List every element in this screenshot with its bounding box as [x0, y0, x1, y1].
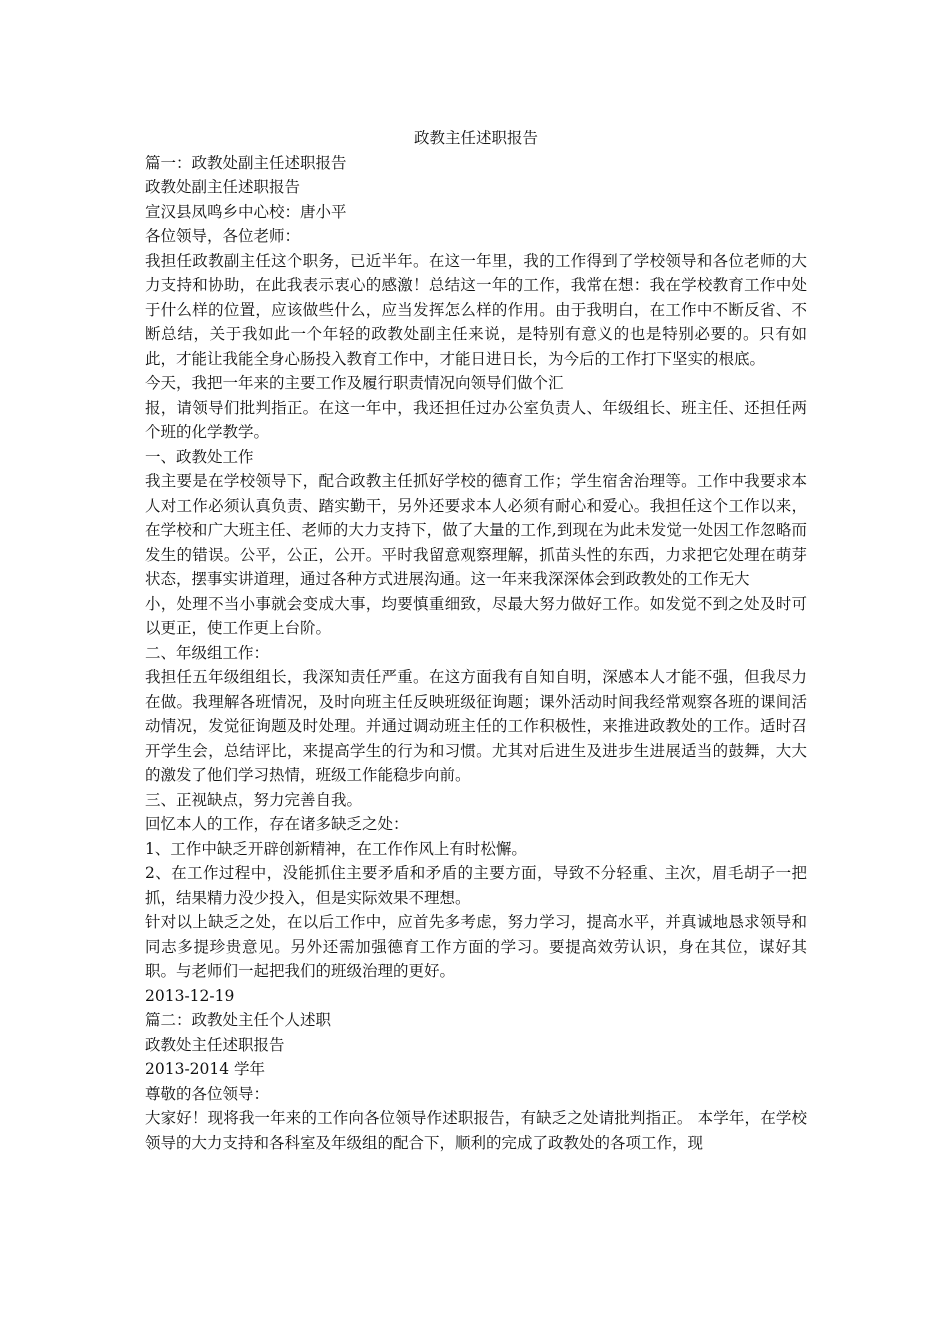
review-line: 回忆本人的工作，存在诸多缺乏之处：: [145, 815, 409, 833]
report-subtitle: 政教处副主任述职报告: [145, 178, 301, 196]
document-body: [145, 126, 807, 1155]
political-work-continued: 小，处理不当小事就会变成大事，均要慎重细致，尽最大努力做好工作。如发觉不到之处及时可以更正，使工作更上台阶。: [145, 594, 807, 637]
heading-grade-group: 二、年级组工作：: [145, 643, 270, 662]
report-two-subtitle: 政教处主任述职报告: [145, 1035, 285, 1054]
shortcoming-item-1: 1、工作中缺乏开辟创新精神，在工作作风上有时松懈。: [145, 839, 527, 858]
salutation-two: 尊敬的各位领导：: [145, 1084, 270, 1103]
intro-paragraph: 我担任政教副主任这个职务，已近半年。在这一年里，我的工作得到了学校领导和各位老师的大力支持和协助，在此我表示衷心的感激！总结这一年的工作，我常在想：我在学校教育工作中处于什么样的位置，应该做些什么，应当发挥怎么样的作用。由于我明白，在工作中不断反省、不断总结，关于我如此一个年轻的政教处副主任来说，是特别有意义的也是特别必要的。只有如此，才能让我能全身心肠投入教育工作中，才能日进日长，为今后的工作打下坚实的根底。: [145, 251, 807, 368]
improvement-paragraph: 针对以上缺乏之处，在以后工作中，应首先多考虑，努力学习，提高水平，并真诚地恳求领导和同志多提珍贵意见。另外还需加强德育工作方面的学习。要提高效劳认识，身在其位，谋好其职。与老师们一起把我们的班级治理的更好。: [145, 913, 807, 980]
salutation: 各位领导，各位老师：: [145, 227, 301, 245]
political-work-paragraph: 我主要是在学校领导下，配合政教主任抓好学校的德育工作；学生宿舍治理等。工作中我要求本人对工作必须认真负责、踏实勤干，另外还要求本人必须有耐心和爱心。我担任这个工作以来，在学校和广大班主任、老师的大力支持下，做了大量的工作,到现在为此未发觉一处因工作忽略而发生的错误。公平，公正，公开。平时我留意观察理解，抓苗头性的东西，力求把它处理在萌芽状态，摆事实讲道理，通过各种方式进展沟通。这一年来我深深体会到政教处的工作无大: [145, 472, 807, 588]
date-line: 2013-12-19: [145, 986, 235, 1005]
heading-shortcomings: 三、正视缺点，努力完善自我。: [145, 790, 363, 809]
author-line: 宣汉县凤鸣乡中心校：唐小平: [145, 202, 347, 221]
heading-political-work: 一、政教处工作: [145, 447, 254, 466]
report-two-opening: 大家好！现将我一年来的工作向各位领导作述职报告，有缺乏之处请批判指正。 本学年，在学校领导的大力支持和各科室及年级组的配合下，顺利的完成了政教处的各项工作，现: [145, 1109, 807, 1152]
shortcoming-item-2: 2、在工作过程中，没能抓住主要矛盾和矛盾的主要方面，导致不分轻重、主次，眉毛胡子一把抓，结果精力没少投入，但是实际效果不理想。: [145, 864, 807, 907]
paragraph-list: [145, 151, 807, 1156]
section-two-heading: 篇二：政教处主任个人述职: [145, 1011, 332, 1029]
grade-group-paragraph: 我担任五年级组组长，我深知责任严重。在这方面我有自知自明，深感本人才能不强，但我尽力在做。我理解各班情况，及时向班主任反映班级征询题；课外活动时间我经常观察各班的课间活动情况，发觉征询题及时处理。并通过调动班主任的工作积极性，来推进政教处的工作。适时召开学生会，总结评比，来提高学生的行为和习惯。尤其对后进生及进步生进展适当的鼓舞，大大的激发了他们学习热情，班级工作能稳步向前。: [145, 668, 807, 784]
report-intro-continued: 报，请领导们批判指正。在这一年中，我还担任过办公室负责人、年级组长、班主任、还担任两个班的化学教学。: [145, 398, 807, 441]
document-title: 政教主任述职报告: [413, 129, 538, 147]
section-one-heading: 篇一：政教处副主任述职报告: [145, 153, 347, 172]
report-intro-line: 今天，我把一年来的主要工作及履行职责情况向领导们做个汇: [145, 374, 564, 392]
school-year-line: 2013-2014 学年: [145, 1060, 266, 1078]
